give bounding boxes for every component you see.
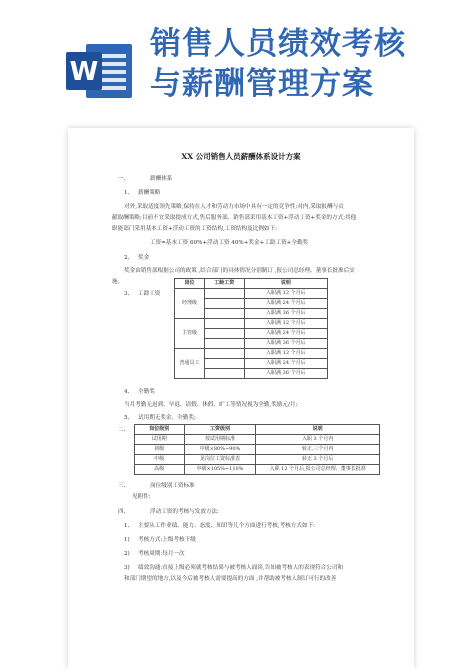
- section-8-num: 四、: [118, 509, 130, 515]
- item-3-num: 3): [124, 565, 130, 571]
- section-2-num: 2、: [124, 255, 134, 261]
- table-cell: 中级×105%~110%: [184, 465, 256, 475]
- section-3-title: 工龄工资: [138, 291, 161, 297]
- table-row: [175, 349, 328, 359]
- table-cell: 试用期: [135, 435, 185, 445]
- paragraph-2b: 施。: [112, 279, 124, 285]
- table-cell: 见岗位工资标准表: [184, 455, 256, 465]
- section-1-1-title: 薪酬策略: [138, 190, 161, 196]
- table-cell: 中级: [135, 455, 185, 465]
- paragraph-1c: 职能部门采用基本工资+浮动工资的工资结构,工资结构及比例如下:: [112, 226, 277, 232]
- table-cell-note: 入职满 36 个月后: [244, 309, 327, 319]
- section-7-num: 三、: [118, 483, 130, 489]
- section-4-title: 全勤奖: [138, 389, 155, 395]
- salary-formula: 工资=基本工资 60%+浮动工资 40%+奖金+工龄工资+全勤奖: [150, 240, 309, 246]
- level-pay-table: [134, 424, 380, 475]
- table-cell-amount: [204, 299, 244, 309]
- table-cell-amount: [204, 309, 244, 319]
- table-header-cell: 岗位: [175, 279, 205, 289]
- table-cell-amount: [204, 319, 244, 329]
- page-title: [150, 24, 470, 104]
- table-row: [135, 465, 380, 475]
- table-header-cell: 工龄工资: [204, 279, 244, 289]
- table-cell: 入职 12 个月后,报公司总经理、董事长批准: [256, 465, 380, 475]
- table-cell-amount: [204, 369, 244, 379]
- item-1-num: 1): [124, 537, 130, 543]
- section-8-1-text: 主要从工作业绩、能力、态度、知识等几个方面进行考核,考核方式如下:: [138, 523, 316, 529]
- title-line-2: 与薪酬管理方案: [150, 66, 374, 102]
- table-cell: 高级: [135, 465, 185, 475]
- table-cell: 中级×80%~90%: [184, 445, 256, 455]
- table-cell-amount: [204, 289, 244, 299]
- table-cell-note: 入职满 12 个月后: [244, 349, 327, 359]
- table-cell-note: 入职满 36 个月后: [244, 369, 327, 379]
- table-cell-amount: [204, 329, 244, 339]
- section-1-1-num: 1、: [124, 190, 134, 196]
- word-doc-icon: [66, 40, 134, 102]
- table-cell: 入职 3 个月内: [256, 435, 380, 445]
- table-header-row: [175, 279, 328, 289]
- item-2-num: 2): [124, 551, 130, 557]
- section-8-1-num: 1、: [124, 523, 134, 529]
- table-header-row: [135, 425, 380, 435]
- table-cell-position: 主管级: [175, 319, 205, 349]
- section-8-title: 浮动工资的考核与发放方法:: [150, 509, 220, 515]
- table-row: [175, 289, 328, 299]
- table-cell-note: 入职满 12 个月后: [244, 319, 327, 329]
- table-cell-note: 入职满 24 个月后: [244, 329, 327, 339]
- table-cell: 初级: [135, 445, 185, 455]
- paragraph-1b: 献取酬策略;目前不宜采取提成方式,售后服务部、销售部采用基本工资+浮动工资+奖金的方式;其他: [112, 215, 357, 221]
- section-7-sub: 见附件:: [132, 494, 151, 500]
- table-header-cell: 工资级别: [184, 425, 256, 435]
- table-cell-amount: [204, 359, 244, 369]
- table-cell-position: 普通员工: [175, 349, 205, 379]
- section-5-title: 试用期无奖金、全勤奖;: [138, 415, 196, 421]
- table-cell-note: 入职满 12 个月后: [244, 289, 327, 299]
- section-3-num: 3、: [124, 291, 134, 297]
- item-1-text: 考核方式:上级考核下级: [138, 537, 196, 543]
- paragraph-4: 当月考勤无迟到、早退、请假、休假、旷工等情况视为全勤,奖励元/月;: [124, 402, 298, 408]
- section-5-num: 5、: [124, 415, 134, 421]
- item-3-text: 绩效沟通:直接上级必须就考核结果与被考核人面谈,告知被考核人的表现符合公司和: [138, 565, 344, 571]
- table-cell-note: 入职满 24 个月后: [244, 359, 327, 369]
- table-row: [135, 455, 380, 465]
- paragraph-1a: 对外,采取适度领先策略,保持在人才和劳动力市场中具有一定的竞争性;对内,采取报酬与贡: [124, 204, 344, 210]
- table-row: [135, 435, 380, 445]
- table-header-cell: 说明: [244, 279, 327, 289]
- table-cell: 转正,三个月内: [256, 445, 380, 455]
- paragraph-2a: 奖金由销售部根据公司的政策 ,结合部门的具体情况分别制订 ,报公司总经理、董事长批准后实: [124, 268, 355, 274]
- svg-text:W: W: [69, 57, 99, 87]
- document-page: [68, 128, 414, 669]
- section-4-num: 4、: [124, 389, 134, 395]
- table-cell: 按试用期标准: [184, 435, 256, 445]
- item-3-continuation: 和部门期望的地方,以及今后被考核人需要提高的方面 ,并帮助被考核人制订可行的改善: [124, 576, 337, 582]
- header-banner: [0, 0, 474, 112]
- table-row: [175, 319, 328, 329]
- section-7-title: 岗位级别工资标准: [150, 483, 195, 489]
- table-header-cell: 说明: [256, 425, 380, 435]
- table-cell-amount: [204, 339, 244, 349]
- section-6-num: 二、: [118, 427, 130, 433]
- item-2-text: 考核周期:每月一次: [138, 551, 185, 557]
- seniority-pay-table: [174, 278, 328, 379]
- table-cell-position: 经理级: [175, 289, 205, 319]
- title-line-1: 销售人员绩效考核: [150, 26, 406, 62]
- table-cell-note: 入职满 36 个月后: [244, 339, 327, 349]
- section-1-num: 一、: [118, 176, 130, 182]
- section-2-title: 奖金: [138, 255, 150, 261]
- table-cell-note: 入职满 24 个月后: [244, 299, 327, 309]
- section-1-title: 薪酬体系: [150, 176, 173, 182]
- table-row: [135, 445, 380, 455]
- document-title: XX 公司销售人员薪酬体系设计方案: [181, 152, 301, 161]
- table-cell: 转正 3 个月后: [256, 455, 380, 465]
- table-header-cell: 岗位级别: [135, 425, 185, 435]
- table-cell-amount: [204, 349, 244, 359]
